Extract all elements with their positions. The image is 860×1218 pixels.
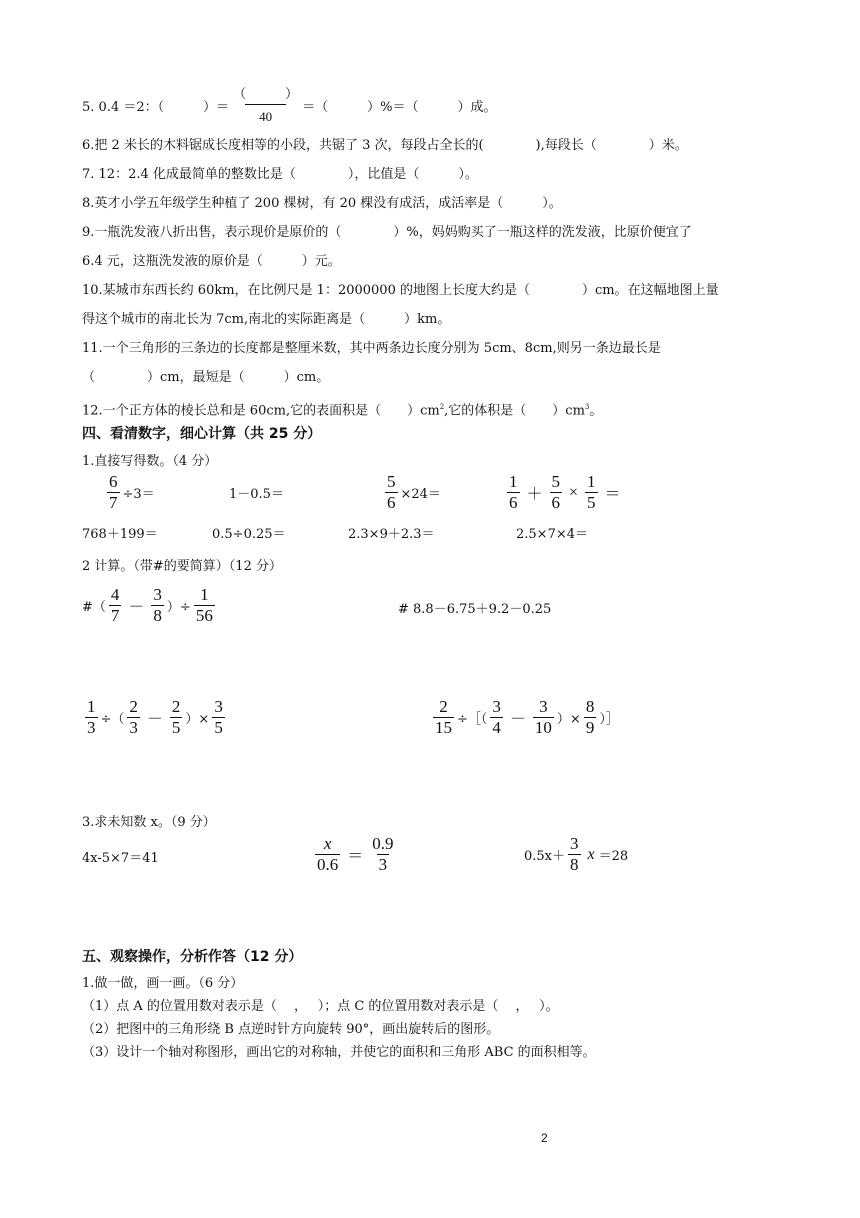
- numerator: 1: [587, 472, 596, 491]
- equals-sign: ＝: [347, 848, 364, 865]
- operator: ＋: [526, 486, 543, 503]
- q12-part1: 12.一个正方体的棱长总和是 60cm,它的表面积是（ ）cm: [82, 403, 440, 419]
- denominator: 3: [87, 718, 96, 737]
- oral-e-text: 768＋199＝: [82, 527, 158, 542]
- numerator: x: [323, 834, 332, 853]
- numerator: 3: [153, 585, 162, 604]
- q12-part3: 。: [589, 403, 603, 419]
- calc-3-open: ÷（: [100, 712, 125, 727]
- question-5: [82, 84, 497, 127]
- fraction: [585, 472, 598, 513]
- fraction: [370, 834, 395, 875]
- question-12: [82, 398, 602, 420]
- oral-f-text: 0.5÷0.25＝: [212, 527, 286, 542]
- numerator: 2: [129, 697, 138, 716]
- oral-b-text: 1－0.5＝: [229, 487, 284, 502]
- question-11-line1: 11.一个三角形的三条边的长度都是整厘米数，其中两条边长度分别为 5cm、8cm,则另一条边最长是: [82, 341, 661, 356]
- numerator: 8: [585, 697, 595, 716]
- denominator: 6: [509, 493, 518, 512]
- denominator: 15: [435, 718, 452, 737]
- denominator: 4: [492, 718, 501, 737]
- calc-4-open: ÷［（: [457, 712, 488, 727]
- fraction: [507, 472, 520, 513]
- fraction: [194, 585, 215, 626]
- variable-x: x: [587, 845, 595, 863]
- fraction: [550, 472, 563, 513]
- operator: ＝: [604, 486, 621, 503]
- section-5-item-3: （3）设计一个轴对称图形，画出它的对称轴，并使它的面积和三角形 ABC 的面积相等。: [82, 1045, 596, 1060]
- numerator: 5: [551, 472, 561, 491]
- numerator: 6: [109, 472, 118, 491]
- fraction: [385, 472, 398, 513]
- oral-e: [82, 523, 158, 542]
- equation-3-prefix: 0.5x＋: [524, 849, 566, 864]
- fraction: [212, 697, 225, 738]
- equation-1: [82, 847, 159, 866]
- fraction: [109, 585, 122, 626]
- denominator: 5: [171, 718, 181, 737]
- fraction: [127, 697, 140, 738]
- denominator: 56: [195, 606, 213, 625]
- question-6: 6.把 2 米长的木料锯成长度相等的小段，共锯了 3 次，每段占全长的( ),每段长（ ）米。: [82, 138, 688, 153]
- oral-g: [348, 523, 435, 542]
- denominator: 3: [129, 718, 138, 737]
- equation-3: [524, 834, 628, 875]
- operator: －: [128, 599, 145, 616]
- q5-frac-denominator: 40: [245, 104, 286, 127]
- q5-prefix: 5. 0.4 ＝2：（ ）＝: [82, 100, 230, 115]
- oral-c: [382, 472, 441, 513]
- denominator: 3: [378, 855, 388, 874]
- question-11-line2: （ ）cm，最短是（ ）cm。: [82, 370, 330, 385]
- numerator: 4: [110, 585, 120, 604]
- calc-2-text: # 8.8－6.75＋9.2－0.25: [398, 602, 552, 617]
- fraction: [151, 585, 164, 626]
- oral-b: [229, 483, 284, 502]
- oral-a: [104, 472, 155, 513]
- fraction: [315, 834, 340, 875]
- question-8: 8.英才小学五年级学生种植了 200 棵树，有 20 棵没有成活，成活率是（ ）。: [82, 196, 562, 211]
- section-4-part-2-title: 2 计算。（带#的要简算）（12 分）: [82, 559, 282, 574]
- numerator: 2: [171, 697, 181, 716]
- numerator: 0.9: [372, 834, 394, 853]
- numerator: 3: [539, 697, 548, 716]
- equation-3-suffix: ＝28: [598, 849, 629, 864]
- numerator: 1: [87, 697, 96, 716]
- fraction: [170, 697, 183, 738]
- numerator: 3: [570, 834, 579, 853]
- denominator: 5: [587, 493, 596, 512]
- fraction: [433, 697, 454, 738]
- calc-3-close: ）×: [185, 712, 210, 727]
- fraction: [85, 697, 98, 738]
- operator: －: [509, 711, 526, 728]
- denominator: 10: [534, 718, 552, 737]
- oral-h-text: 2.5×7×4＝: [516, 527, 589, 542]
- calc-3: [82, 697, 228, 738]
- denominator: 6: [551, 493, 561, 512]
- section-5-item-2: （2）把图中的三角形绕 B 点逆时针方向旋转 90°，画出旋转后的图形。: [82, 1022, 500, 1037]
- oral-f: [212, 523, 286, 542]
- denominator: 7: [109, 493, 118, 512]
- numerator: 2: [439, 697, 448, 716]
- numerator: 1: [200, 585, 209, 604]
- section-4-title: 四、看清数字，细心计算（共 25 分）: [82, 426, 322, 442]
- calc-1: [82, 585, 218, 626]
- equation-2: [312, 834, 399, 875]
- equation-1-text: 4x-5×7＝41: [82, 851, 159, 866]
- question-10-line2: 得这个城市的南北长为 7cm,南北的实际距离是（ ）km。: [82, 312, 451, 327]
- section-5-part-1-title: 1.做一做，画一画。（6 分）: [82, 976, 244, 991]
- denominator: 8: [153, 606, 162, 625]
- section-5-title: 五、观察操作，分析作答（12 分）: [82, 949, 303, 965]
- question-9-line2: 6.4 元，这瓶洗发液的原价是（ ）元。: [82, 254, 341, 269]
- section-4-part-3-title: 3.求未知数 x。（9 分）: [82, 815, 216, 830]
- operator: －: [146, 711, 163, 728]
- oral-c-rest: ×24＝: [400, 487, 441, 502]
- denominator: 6: [387, 493, 396, 512]
- fraction: [107, 472, 120, 513]
- numerator: 3: [492, 697, 501, 716]
- q5-frac-numerator: （ ）: [233, 86, 299, 101]
- fraction: [533, 697, 554, 738]
- section-5-item-1: （1）点 A 的位置用数对表示是（ ， ）；点 C 的位置用数对表示是（ ， ）。: [82, 999, 559, 1014]
- calc-1-prefix: #（: [82, 600, 106, 615]
- operator: ×: [569, 483, 579, 501]
- denominator: 8: [570, 855, 579, 874]
- denominator: 9: [585, 718, 595, 737]
- calc-4-close: ）×: [556, 712, 581, 727]
- oral-a-rest: ÷3＝: [122, 487, 155, 502]
- calc-1-close: ）÷: [166, 600, 191, 615]
- section-4-part-1-title: 1.直接写得数。（4 分）: [82, 454, 218, 469]
- fraction: [584, 697, 597, 738]
- oral-d: [504, 472, 625, 513]
- denominator: 5: [214, 718, 223, 737]
- question-10-line1: 10.某城市东西长约 60km，在比例尺是 1：2000000 的地图上长度大约是（ ）cm。在这幅地图上量: [82, 283, 719, 298]
- calc-4: [430, 697, 619, 738]
- page-number: 2: [541, 1131, 548, 1145]
- calc-2: [398, 598, 551, 617]
- q12-part2: ,它的体积是（ ）cm: [444, 403, 585, 419]
- numerator: 5: [387, 472, 396, 491]
- question-7: 7. 12：2.4 化成最简单的整数比是（ ），比值是（ ）。: [82, 167, 478, 182]
- numerator: 1: [509, 472, 518, 491]
- q12-sup-cube: 3: [584, 403, 590, 411]
- denominator: 7: [110, 606, 120, 625]
- calc-4-end: ）］: [599, 712, 619, 727]
- oral-g-text: 2.3×9＋2.3＝: [348, 527, 435, 542]
- numerator: 3: [214, 697, 223, 716]
- fraction: [568, 834, 581, 875]
- q5-fraction: [231, 84, 300, 127]
- fraction: [490, 697, 503, 738]
- denominator: 0.6: [317, 855, 339, 874]
- question-9-line1: 9.一瓶洗发液八折出售，表示现价是原价的（ ）%，妈妈购买了一瓶这样的洗发液，比原价便宜了: [82, 225, 692, 240]
- q5-suffix: ＝（ ）%＝（ ）成。: [302, 100, 497, 115]
- q12-sup-square: 2: [439, 403, 445, 411]
- oral-h: [516, 523, 588, 542]
